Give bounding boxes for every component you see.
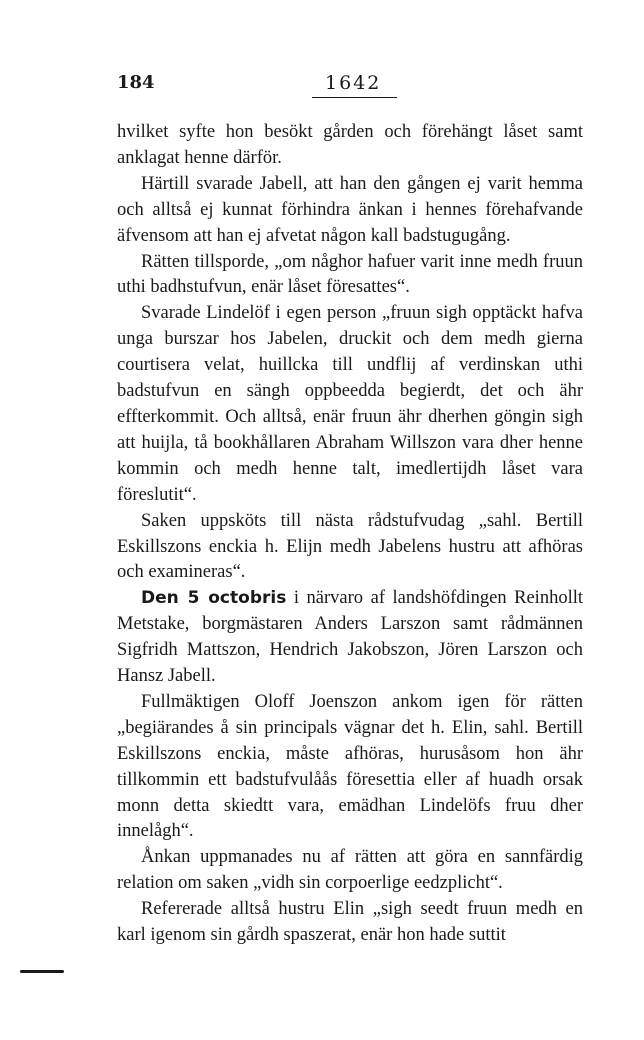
session-paragraph: [117, 586, 583, 690]
paragraph: Rätten tillsporde, „om någhor hafuer varit inne medh fruun uthi badhstufvun, enär låset föresattes“.: [117, 251, 583, 298]
body-text: [117, 120, 583, 949]
page-number: 184: [117, 72, 155, 93]
header-underline: [312, 97, 397, 98]
header-year: 1642: [325, 72, 382, 94]
running-header: [117, 72, 583, 106]
session-date-heading: Den 5 octobris: [141, 588, 287, 609]
paragraph: Refererade alltså hustru Elin „sigh seedt fruun medh en karl igenom sin gårdh spaszerat, enär hon hade suttit: [117, 899, 583, 946]
paragraph: Fullmäktigen Oloff Joenszon ankom igen för rätten „begiärandes å sin principals vägnar det h. Elin, sahl. Bertill Eskillszons enckia, måste afhöras, hurusåsom hon ähr tillkommin ett badstufvulåås föresettia eller af huadh orsak monn detta skiedtt vara, emädhan Lindelöfs fruu dher innelågh“.: [117, 691, 583, 842]
paragraph: Saken uppsköts till nästa rådstufvudag „sahl. Bertill Eskillszons enckia h. Elijn medh Jabelens hustru att afhöras och examineras“.: [117, 510, 583, 583]
session-text: i närvaro af landshöfdingen Reinhollt Metstake, borgmästaren Anders Larszon samt rådmännen Sigfridh Mattszon, Hendrich Jakobszon, Jören Larszon och Hansz Jabell.: [117, 588, 583, 687]
paragraph: Svarade Lindelöf i egen person „fruun sigh opptäckt hafva unga burszar hos Jabelen, druckit och dem medh gierna courtisera velat, huillcka till undflij af verdinskan uthi badstufvun en sängh oppbeedda begierdt, det och ähr effterkommit. Och alltså, enär fruun ähr dherhen göngin sigh att huijla, tå bookhållaren Abraham Willszon vara dher henne kommin och medh henne talt, imedlertijdh låset vara föreslutit“.: [117, 303, 583, 505]
margin-mark: [20, 970, 64, 973]
paragraph-continuation: hvilket syfte hon besökt gården och förehängt låset samt anklagat henne därför.: [117, 122, 583, 168]
paragraph: Härtill svarade Jabell, att han den gången ej varit hemma och alltså ej kunnat förhindra änkan i hennes förehafvande äfvensom att han ej afvetat någon kall badstugugång.: [117, 173, 583, 246]
paragraph: Ånkan uppmanades nu af rätten att göra en sannfärdig relation om saken „vidh sin corpoerlige eedzplicht“.: [117, 847, 583, 894]
